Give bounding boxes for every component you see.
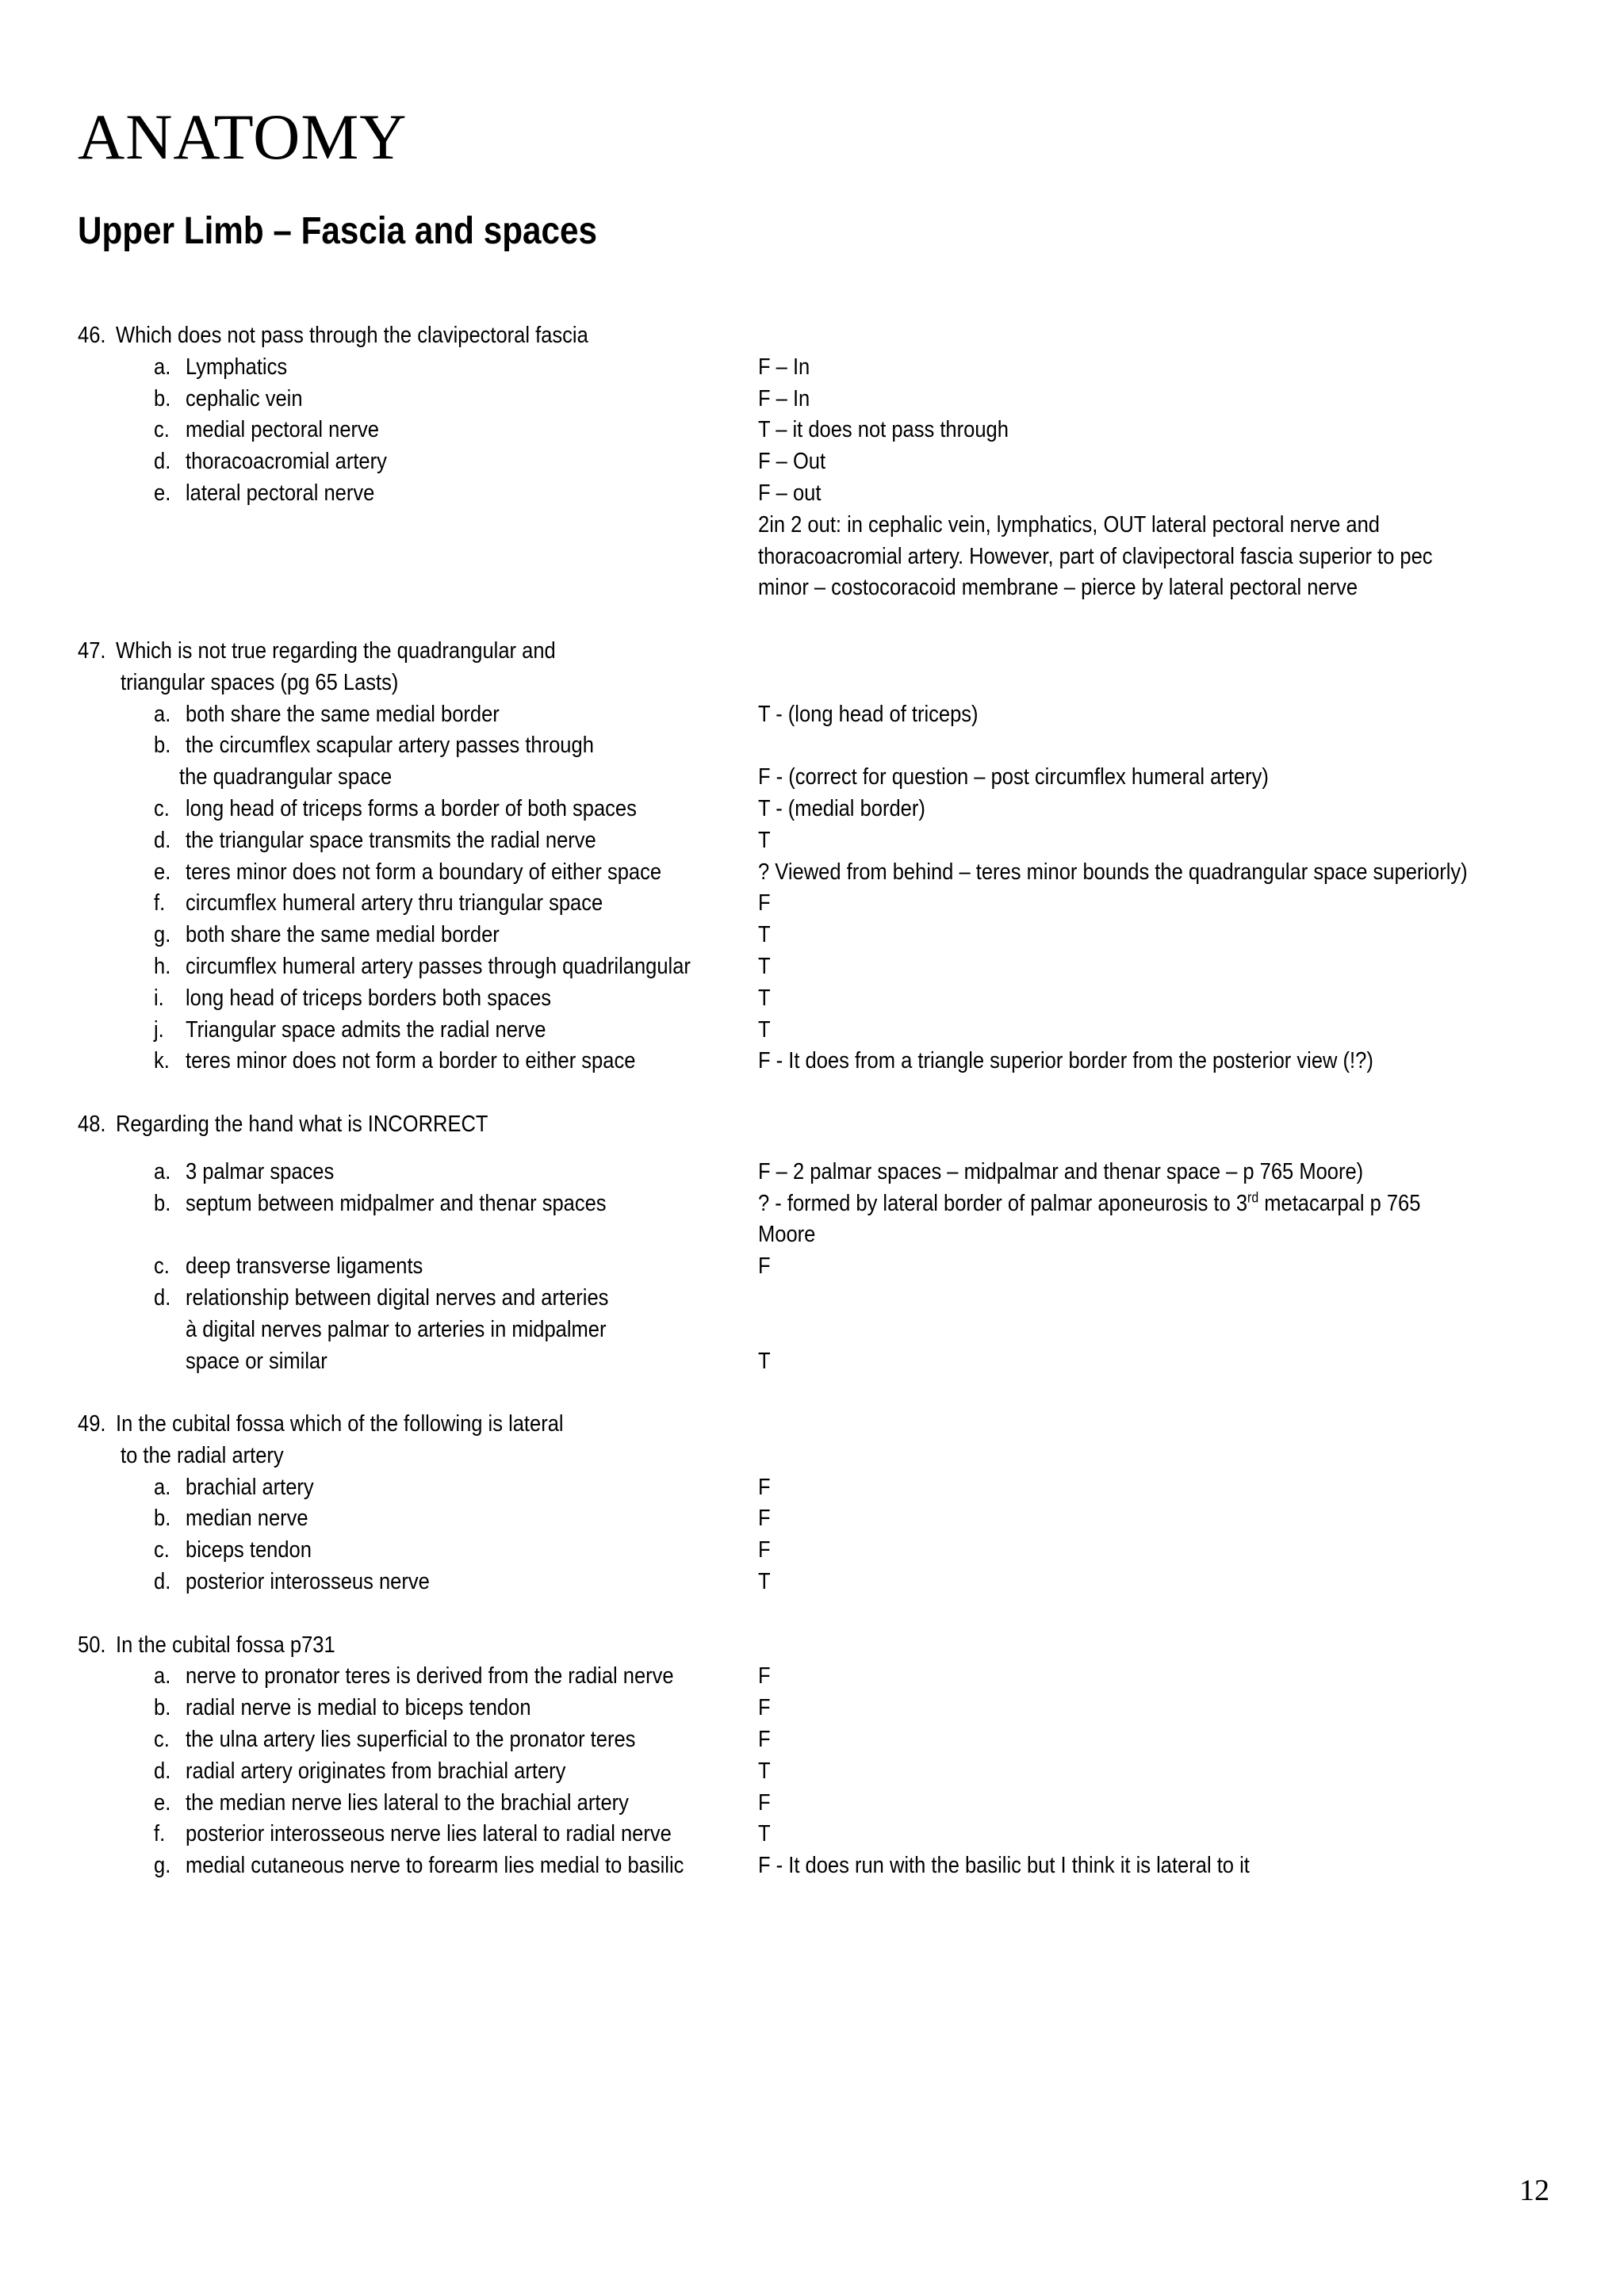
question-stem xyxy=(0,636,1624,668)
option-answer: F xyxy=(758,1663,771,1689)
option-text: thoracoacromial artery xyxy=(186,449,387,475)
question-stem xyxy=(0,320,1624,352)
option-text: teres minor does not form a border to either space xyxy=(186,1048,636,1074)
option-answer: T xyxy=(758,953,771,979)
option-row xyxy=(0,1535,1624,1567)
option-row xyxy=(0,1788,1624,1820)
option-marker: g. xyxy=(154,1853,171,1879)
option-answer: T xyxy=(758,1569,771,1595)
question-46 xyxy=(0,320,1624,604)
option-marker: c. xyxy=(154,417,170,443)
option-answer: F xyxy=(758,1506,771,1532)
option-row xyxy=(0,1046,1624,1077)
option-row-continued xyxy=(0,1219,1624,1251)
option-answer: F - It does run with the basilic but I think it is lateral to it xyxy=(758,1853,1250,1879)
option-marker: e. xyxy=(154,1789,171,1816)
option-answer: T - (medial border) xyxy=(758,795,925,821)
option-marker: a. xyxy=(154,1474,171,1500)
option-answer: T xyxy=(758,1348,771,1374)
option-row xyxy=(0,888,1624,920)
option-answer: F xyxy=(758,1253,771,1280)
option-row xyxy=(0,384,1624,415)
option-answer: T xyxy=(758,985,771,1011)
option-marker: d. xyxy=(154,1758,171,1784)
question-stem xyxy=(0,1109,1624,1141)
option-marker: c. xyxy=(154,1253,170,1280)
option-text: the circumflex scapular artery passes through xyxy=(186,733,594,759)
option-answer: F - It does from a triangle superior border from the posterior view (!?) xyxy=(758,1048,1373,1074)
option-row xyxy=(0,699,1624,731)
question-number: 47. xyxy=(78,637,106,664)
option-answer: F – In xyxy=(758,354,810,380)
question-number: 50. xyxy=(78,1632,106,1658)
option-marker: k. xyxy=(154,1048,170,1074)
spacer xyxy=(0,1141,1624,1157)
option-text: posterior interosseus nerve xyxy=(186,1569,430,1595)
option-text: teres minor does not form a boundary of either space xyxy=(186,859,662,885)
option-row xyxy=(0,1157,1624,1188)
option-row xyxy=(0,825,1624,857)
option-marker: d. xyxy=(154,1569,171,1595)
option-answer-continued: Moore xyxy=(758,1222,816,1248)
option-row xyxy=(0,951,1624,983)
option-text-continued: the quadrangular space xyxy=(179,764,393,790)
option-text: biceps tendon xyxy=(186,1537,312,1563)
option-row xyxy=(0,415,1624,446)
question-text-continued: triangular spaces (pg 65 Lasts) xyxy=(121,669,399,695)
option-marker: c. xyxy=(154,1537,170,1563)
question-number: 48. xyxy=(78,1111,106,1137)
option-text-continued: space or similar xyxy=(186,1348,327,1374)
question-stem-continued xyxy=(0,1441,1624,1472)
option-row-continued xyxy=(0,1314,1624,1346)
option-text: median nerve xyxy=(186,1506,308,1532)
question-list xyxy=(0,320,1624,1914)
question-text: Which is not true regarding the quadrangular and xyxy=(116,637,556,664)
option-text: nerve to pronator teres is derived from the radial nerve xyxy=(186,1663,674,1689)
option-text: posterior interosseous nerve lies lateral to radial nerve xyxy=(186,1821,672,1847)
option-text: lateral pectoral nerve xyxy=(186,480,375,506)
option-answer: F xyxy=(758,1695,771,1721)
option-row xyxy=(0,1661,1624,1693)
option-row xyxy=(0,1472,1624,1504)
question-number: 46. xyxy=(78,323,106,348)
option-row-continued xyxy=(0,1346,1624,1378)
option-answer: F xyxy=(758,1537,771,1563)
option-marker: e. xyxy=(154,480,171,506)
option-marker: d. xyxy=(154,827,171,853)
question-text: Which does not pass through the clavipectoral fascia xyxy=(116,323,588,348)
answer-note: minor – costocoracoid membrane – pierce by lateral pectoral nerve xyxy=(758,575,1358,601)
option-answer-part: metacarpal p 765 xyxy=(1258,1190,1421,1216)
option-row xyxy=(0,1567,1624,1598)
option-marker: f. xyxy=(154,890,166,916)
option-marker: b. xyxy=(154,1190,171,1216)
option-answer: T – it does not pass through xyxy=(758,417,1009,443)
question-49 xyxy=(0,1409,1624,1598)
option-text: circumflex humeral artery passes through quadrilangular xyxy=(186,953,691,979)
option-row xyxy=(0,920,1624,951)
option-row xyxy=(0,1819,1624,1850)
option-row xyxy=(0,1724,1624,1756)
option-answer: F – out xyxy=(758,480,822,506)
option-answer: F xyxy=(758,1727,771,1753)
option-text: circumflex humeral artery thru triangular space xyxy=(186,890,603,916)
option-text: long head of triceps forms a border of both spaces xyxy=(186,795,637,821)
option-row xyxy=(0,1251,1624,1283)
option-answer: F – In xyxy=(758,385,810,411)
option-text: Triangular space admits the radial nerve xyxy=(186,1016,546,1043)
page-number: 12 xyxy=(1519,2174,1549,2207)
option-answer: F – Out xyxy=(758,449,826,475)
option-marker: h. xyxy=(154,953,171,979)
question-text: In the cubital fossa which of the following is lateral xyxy=(116,1411,564,1437)
option-row xyxy=(0,446,1624,478)
option-answer: F xyxy=(758,1789,771,1816)
option-row xyxy=(0,1015,1624,1047)
question-stem-continued xyxy=(0,668,1624,699)
option-text: relationship between digital nerves and arteries xyxy=(186,1284,609,1311)
option-row xyxy=(0,983,1624,1015)
option-text: brachial artery xyxy=(186,1474,314,1500)
option-row xyxy=(0,730,1624,762)
option-marker: a. xyxy=(154,1158,171,1184)
option-text: Lymphatics xyxy=(186,354,288,380)
answer-note-line xyxy=(0,510,1624,541)
option-marker: a. xyxy=(154,1663,171,1689)
option-marker: d. xyxy=(154,1284,171,1311)
option-row xyxy=(0,1756,1624,1788)
option-text: the ulna artery lies superficial to the pronator teres xyxy=(186,1727,636,1753)
question-50 xyxy=(0,1630,1624,1882)
option-marker: c. xyxy=(154,1727,170,1753)
option-row xyxy=(0,1503,1624,1535)
option-answer: T xyxy=(758,1758,771,1784)
option-marker: a. xyxy=(154,701,171,727)
option-row xyxy=(0,352,1624,384)
page-title: ANATOMY xyxy=(78,101,408,173)
superscript-suffix: rd xyxy=(1247,1188,1259,1205)
option-marker: g. xyxy=(154,922,171,948)
option-text: both share the same medial border xyxy=(186,922,500,948)
question-text-continued: to the radial artery xyxy=(121,1442,284,1468)
option-answer: F - (correct for question – post circumflex humeral artery) xyxy=(758,764,1269,790)
option-answer: T xyxy=(758,1821,771,1847)
option-marker: j. xyxy=(154,1016,164,1043)
option-answer: T - (long head of triceps) xyxy=(758,701,979,727)
option-text: medial cutaneous nerve to forearm lies medial to basilic xyxy=(186,1853,684,1879)
option-answer xyxy=(758,1188,1420,1220)
answer-note: 2in 2 out: in cephalic vein, lymphatics, OUT lateral pectoral nerve and xyxy=(758,511,1380,538)
option-answer-part: ? - formed by lateral border of palmar aponeurosis to 3 xyxy=(758,1190,1248,1216)
option-marker: b. xyxy=(154,1695,171,1721)
option-marker: d. xyxy=(154,449,171,475)
option-text: cephalic vein xyxy=(186,385,303,411)
option-marker: a. xyxy=(154,354,171,380)
option-row xyxy=(0,1283,1624,1314)
option-row xyxy=(0,1188,1624,1220)
option-text: radial nerve is medial to biceps tendon xyxy=(186,1695,531,1721)
option-row xyxy=(0,478,1624,510)
option-marker: i. xyxy=(154,985,164,1011)
option-answer: T xyxy=(758,827,771,853)
question-48 xyxy=(0,1109,1624,1377)
question-text: In the cubital fossa p731 xyxy=(116,1632,335,1658)
option-row xyxy=(0,794,1624,825)
option-text: medial pectoral nerve xyxy=(186,417,379,443)
option-text: long head of triceps borders both spaces xyxy=(186,985,552,1011)
option-marker: b. xyxy=(154,1506,171,1532)
answer-note-line xyxy=(0,572,1624,604)
option-answer: F xyxy=(758,890,771,916)
question-stem xyxy=(0,1409,1624,1441)
option-answer: T xyxy=(758,922,771,948)
option-text: radial artery originates from brachial artery xyxy=(186,1758,566,1784)
option-text: deep transverse ligaments xyxy=(186,1253,423,1280)
option-marker: b. xyxy=(154,385,171,411)
option-row xyxy=(0,857,1624,889)
option-row xyxy=(0,1693,1624,1724)
option-row xyxy=(0,1850,1624,1882)
option-text-continued: à digital nerves palmar to arteries in midpalmer xyxy=(186,1316,607,1342)
option-text: septum between midpalmer and thenar spaces xyxy=(186,1190,607,1216)
option-answer: F – 2 palmar spaces – midpalmar and thenar space – p 765 Moore) xyxy=(758,1158,1364,1184)
option-row-continued xyxy=(0,762,1624,794)
option-text: the triangular space transmits the radial nerve xyxy=(186,827,596,853)
question-stem xyxy=(0,1630,1624,1662)
option-text: the median nerve lies lateral to the brachial artery xyxy=(186,1789,629,1816)
option-text: 3 palmar spaces xyxy=(186,1158,335,1184)
question-text: Regarding the hand what is INCORRECT xyxy=(116,1111,488,1137)
option-text: both share the same medial border xyxy=(186,701,500,727)
answer-note: thoracoacromial artery. However, part of clavipectoral fascia superior to pec xyxy=(758,543,1433,569)
section-title: Upper Limb – Fascia and spaces xyxy=(78,210,597,252)
option-answer: ? Viewed from behind – teres minor bounds the quadrangular space superiorly) xyxy=(758,859,1468,885)
option-marker: f. xyxy=(154,1821,166,1847)
option-marker: b. xyxy=(154,733,171,759)
option-answer: T xyxy=(758,1016,771,1043)
option-answer: F xyxy=(758,1474,771,1500)
option-marker: e. xyxy=(154,859,171,885)
question-47 xyxy=(0,636,1624,1077)
question-number: 49. xyxy=(78,1411,106,1437)
option-marker: c. xyxy=(154,795,170,821)
answer-note-line xyxy=(0,541,1624,573)
